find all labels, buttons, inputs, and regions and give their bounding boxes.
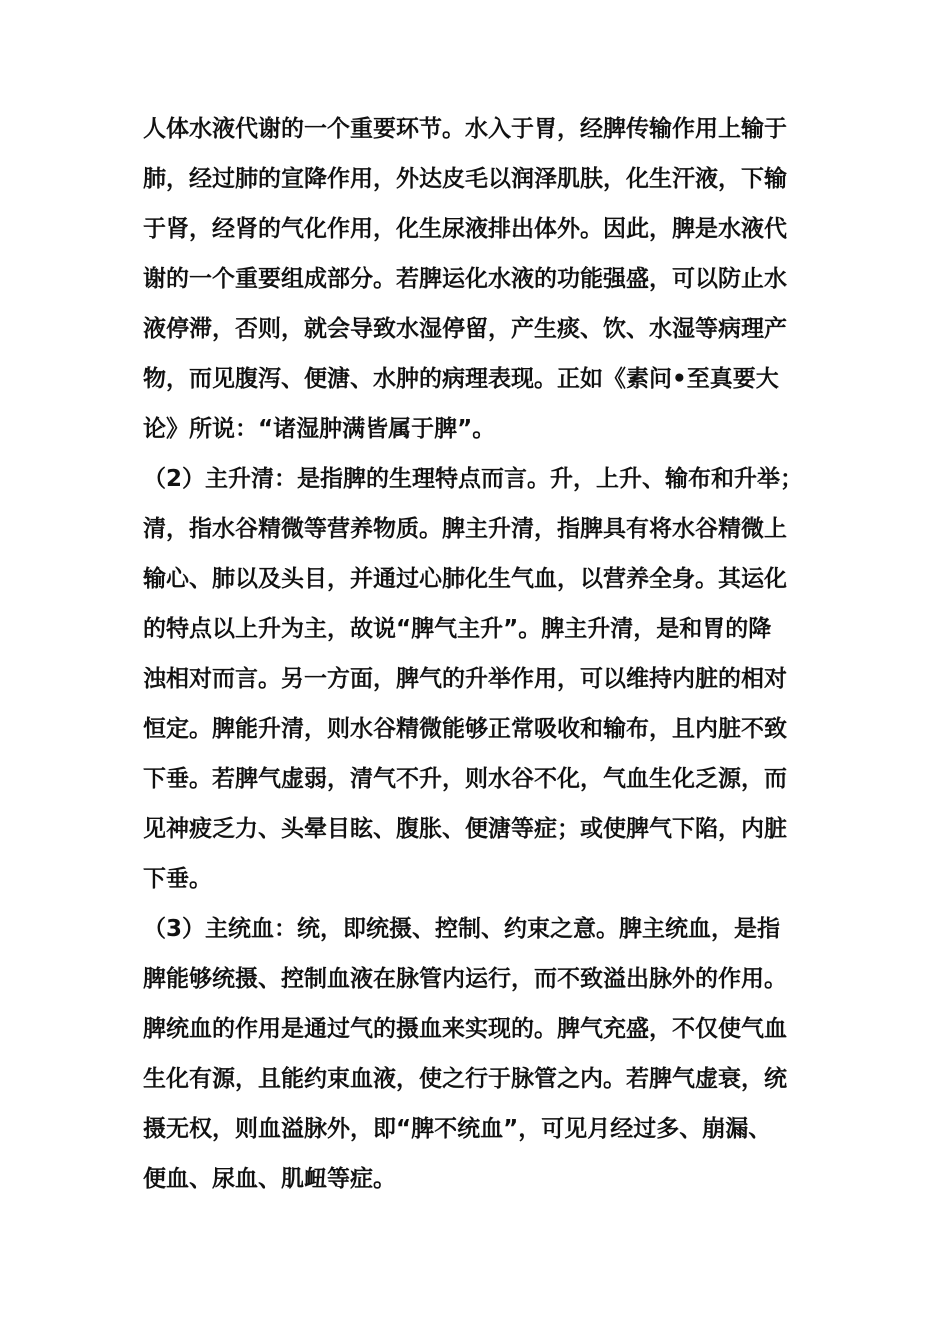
text-line: 便血、尿血、肌衄等症。 [143, 1166, 396, 1192]
text-line: 摄无权，则血溢脉外，即“脾不统血”，可见月经过多、崩漏、 [143, 1116, 772, 1142]
text-line: 生化有源，且能约束血液，使之行于脉管之内。若脾气虚衰，统 [143, 1066, 787, 1092]
text-line: 脾统血的作用是通过气的摄血来实现的。脾气充盛，不仅使气血 [143, 1016, 787, 1042]
text-line: 于肾，经肾的气化作用，化生尿液排出体外。因此，脾是水液代 [143, 216, 787, 242]
text-line: 人体水液代谢的一个重要环节。水入于胃，经脾传输作用上输于 [143, 116, 787, 142]
text-line: 的特点以上升为主，故说“脾气主升”。脾主升清，是和胃的降 [143, 616, 772, 642]
text-line: 液停滞，否则，就会导致水湿停留，产生痰、饮、水湿等病理产 [143, 316, 787, 342]
section-heading-line: （2）主升清：是指脾的生理特点而言。升，上升、输布和升举； [143, 466, 804, 492]
text-line: 下垂。若脾气虚弱，清气不升，则水谷不化，气血生化乏源，而 [143, 766, 787, 792]
text-line: 见神疲乏力、头晕目眩、腹胀、便溏等症；或使脾气下陷，内脏 [143, 816, 787, 842]
body-text [143, 104, 823, 1204]
text-line: 输心、肺以及头目，并通过心肺化生气血，以营养全身。其运化 [143, 566, 787, 592]
section-heading-line: （3）主统血：统，即统摄、控制、约束之意。脾主统血，是指 [143, 916, 781, 942]
text-line: 谢的一个重要组成部分。若脾运化水液的功能强盛，可以防止水 [143, 266, 787, 292]
text-line: 脾能够统摄、控制血液在脉管内运行，而不致溢出脉外的作用。 [143, 966, 787, 992]
text-line: 浊相对而言。另一方面，脾气的升举作用，可以维持内脏的相对 [143, 666, 787, 692]
text-line: 清，指水谷精微等营养物质。脾主升清，指脾具有将水谷精微上 [143, 516, 787, 542]
text-line: 下垂。 [143, 866, 212, 892]
text-line: 物，而见腹泻、便溏、水肿的病理表现。正如《素问•至真要大 [143, 366, 779, 392]
text-line: 肺，经过肺的宣降作用，外达皮毛以润泽肌肤，化生汗液，下输 [143, 166, 787, 192]
text-line: 论》所说：“诸湿肿满皆属于脾”。 [143, 416, 496, 442]
text-line: 恒定。脾能升清，则水谷精微能够正常吸收和输布，且内脏不致 [143, 716, 787, 742]
